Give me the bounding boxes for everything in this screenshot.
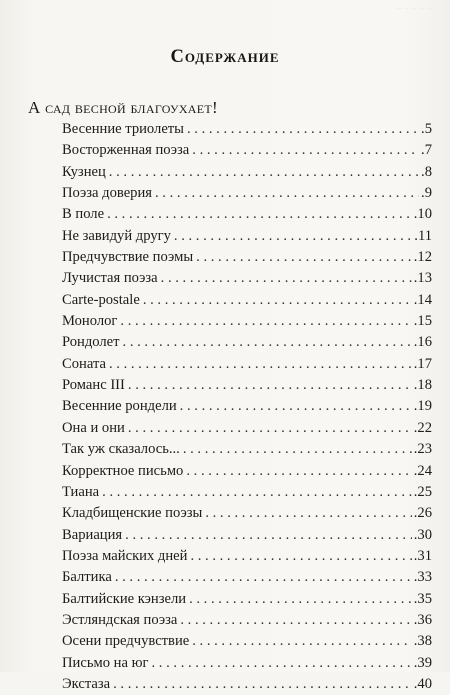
toc-entry-page: .5 [421,121,432,137]
toc-entry [62,674,432,695]
toc-entry [62,631,432,652]
toc-entry-page: .36 [413,611,432,628]
toc-entry [62,268,432,289]
toc-entry-title: Carte-postale [62,291,140,308]
toc-entry [62,439,432,460]
toc-entry-title: Не завидуй другу [62,227,171,244]
toc-leader-dots [155,183,419,204]
contents-heading: Содержание [170,47,280,67]
bleed-through-decoration: ⁻ ⁻ ⁻ ⁻ ⁻ [396,6,432,16]
toc-entry-page: .7 [421,142,432,159]
toc-leader-dots [192,140,419,161]
toc-leader-dots [190,546,411,567]
toc-entry-title: Корректное письмо [62,462,184,479]
toc-leader-dots [109,354,412,375]
toc-entry [62,290,432,311]
toc-leader-dots [115,567,412,588]
toc-entry [62,162,432,183]
toc-leader-dots [174,226,412,247]
toc-entry [62,332,432,353]
toc-entry-title: Романс III [62,377,125,394]
toc-entry [62,653,432,674]
toc-leader-dots [128,418,412,439]
toc-leader-dots [120,311,411,332]
toc-entry-title: Так уж сказалось... [62,441,180,458]
toc-entry-title: Восторженная поэза [62,142,190,159]
toc-entry-title: Рондолет [62,334,120,351]
toc-entry-page: .39 [413,654,432,671]
toc-entry [62,311,432,332]
toc-entry-title: Вариация [62,526,123,543]
toc-leader-dots [125,525,412,546]
section-title: А сад весной благоухает! [28,98,218,117]
toc-leader-dots [180,396,412,417]
toc-entry-page: .16 [413,334,432,351]
toc-entry-title: Осени предчувствие [62,633,190,650]
toc-leader-dots [192,631,412,652]
toc-entry-title: Кладбищенские поэзы [62,505,203,522]
toc-entry-page: .31 [413,547,432,564]
toc-entry-page: .25 [413,483,432,500]
toc-entry [62,247,432,268]
toc-entry [62,546,432,567]
toc-entry-page: .13 [413,270,432,287]
toc-leader-dots [109,162,419,183]
toc-entry-page: .24 [413,462,432,479]
toc-leader-dots [102,482,412,503]
toc-entry [62,589,432,610]
toc-entry-title: Она и они [62,419,125,436]
toc-leader-dots [113,674,412,695]
toc-entry-page: .8 [421,163,432,180]
toc-entry [62,610,432,631]
toc-entry-title: Поэза доверия [62,185,152,202]
toc-entry-page: .15 [413,313,432,330]
toc-entry [62,418,432,439]
toc-entry-page: .12 [413,249,432,266]
toc-entry [62,140,432,161]
toc-entry-page: .40 [413,675,432,692]
toc-entry-title: Эстляндская поэза [62,611,178,628]
toc-leader-dots [152,653,412,674]
toc-entry-page: .22 [413,419,432,436]
toc-entry-page: .17 [413,355,432,372]
toc-entry-title: Весенние триолеты [62,121,184,137]
toc-leader-dots [196,247,412,268]
toc-entry-page: .11 [414,227,432,244]
toc-leader-dots [161,268,412,289]
toc-entry-title: Поэза майских дней [62,547,188,564]
toc-entry [62,354,432,375]
toc-entry-page: .9 [421,185,432,202]
toc-leader-dots [187,119,419,140]
toc-entry-page: .19 [413,398,432,415]
toc-entry-title: Монолог [62,313,118,330]
toc-entry [62,204,432,225]
toc-leader-dots [183,439,412,460]
toc-entry-title: Экстаза [62,675,111,692]
toc-entry [62,525,432,546]
toc-entry-title: В поле [62,206,105,223]
toc-entry-title: Кузнец [62,163,106,180]
toc-entry [62,183,432,204]
toc-entry-page: .14 [413,291,432,308]
toc-entry-title: Предчувствие поэмы [62,249,194,266]
toc-entry [62,503,432,524]
toc-entry [62,396,432,417]
toc-entry-page: .26 [413,505,432,522]
table-of-contents [62,119,432,695]
toc-entry [62,482,432,503]
toc-leader-dots [186,461,411,482]
toc-entry-title: Тиана [62,483,100,500]
toc-entry [62,226,432,247]
toc-entry-page: .23 [413,441,432,458]
toc-leader-dots [180,610,411,631]
toc-leader-dots [143,290,412,311]
toc-entry-page: .10 [413,206,432,223]
toc-leader-dots [128,375,412,396]
toc-entry-title: Письмо на юг [62,654,149,671]
toc-entry-page: .35 [413,590,432,607]
toc-entry [62,567,432,588]
toc-leader-dots [107,204,412,225]
toc-entry-title: Весенние рондели [62,398,177,415]
toc-entry-title: Балтика [62,569,112,586]
toc-entry [62,461,432,482]
toc-entry [62,375,432,396]
toc-entry-page: .33 [413,569,432,586]
toc-leader-dots [189,589,412,610]
toc-entry-title: Лучистая поэза [62,270,158,287]
toc-entry-page: .30 [413,526,432,543]
toc-leader-dots [123,332,412,353]
toc-entry-title: Соната [62,355,106,372]
toc-entry-title: Балтийские кэнзели [62,590,187,607]
toc-leader-dots [205,503,411,524]
toc-entry-page: .38 [413,633,432,650]
toc-entry [62,119,432,140]
toc-entry-page: .18 [413,377,432,394]
